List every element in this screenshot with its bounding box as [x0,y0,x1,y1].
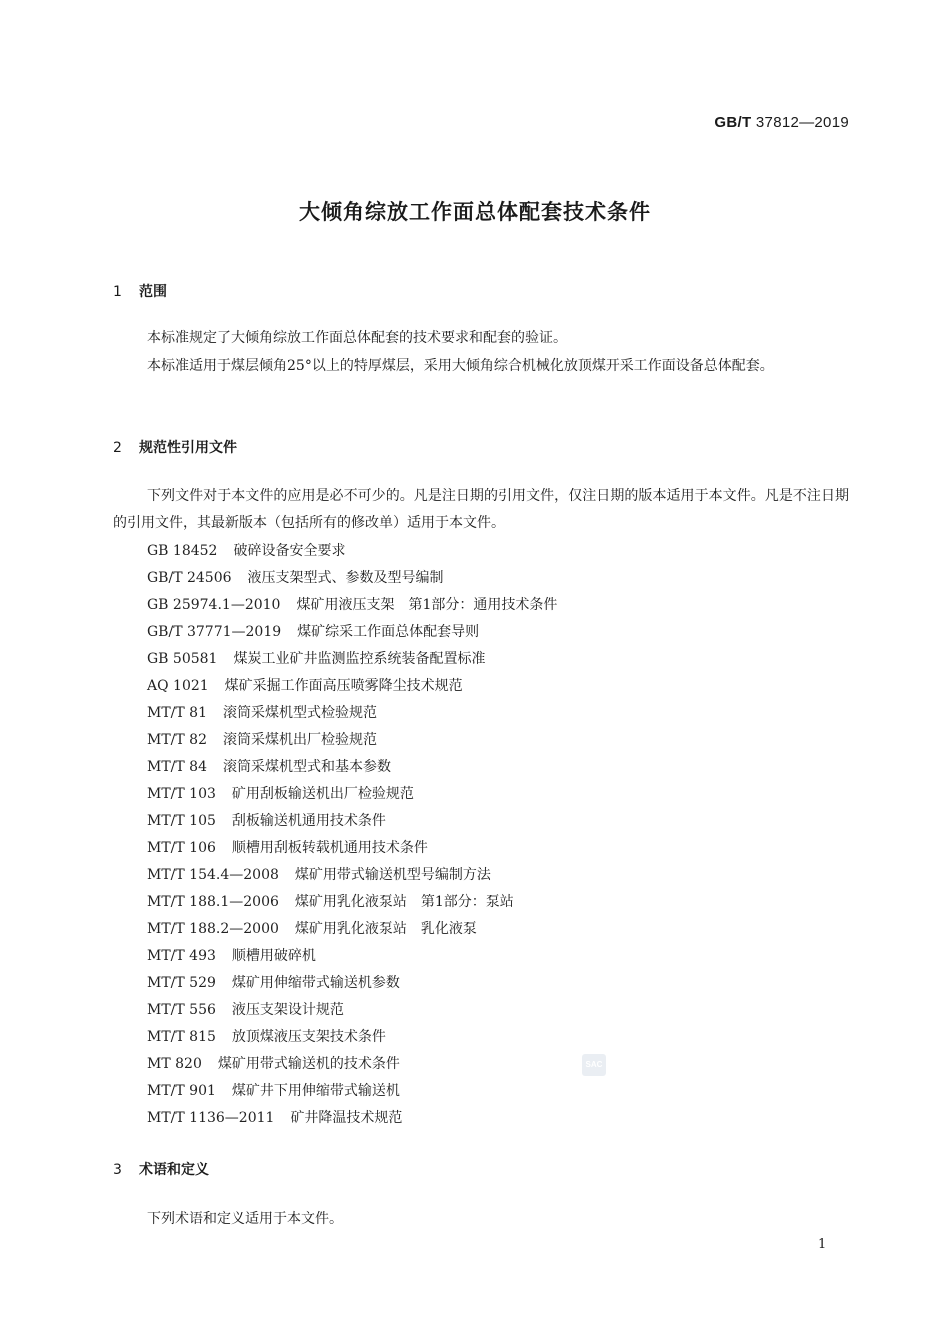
reference-item [147,997,557,1024]
reference-name: 矿井降温技术规范 [290,1110,403,1126]
reference-code: MT/T 188.1—2006 [147,894,279,910]
reference-code: MT/T 154.4—2008 [147,867,279,883]
reference-name: 煤矿用带式输送机型号编制方法 [294,867,491,883]
reference-name: 煤矿用带式输送机的技术条件 [217,1056,400,1072]
reference-name: 滚筒采煤机型式和基本参数 [223,759,391,775]
reference-item [147,889,557,916]
reference-code: MT/T 105 [147,813,216,829]
reference-code: GB/T 24506 [147,570,232,586]
reference-list [147,538,557,1132]
section-number: 3 [113,1162,122,1178]
reference-code: MT/T 1136—2011 [147,1110,275,1126]
reference-name: 液压支架型式、参数及型号编制 [247,570,444,586]
paragraph: 下列术语和定义适用于本文件。 [147,1211,343,1227]
reference-name: 液压支架设计规范 [231,1002,344,1018]
reference-code: MT/T 529 [147,975,216,991]
section-title: 范围 [139,284,167,300]
reference-name: 放顶煤液压支架技术条件 [231,1029,386,1045]
reference-code: MT/T 81 [147,705,207,721]
reference-name: 煤矿采掘工作面高压喷雾降尘技术规范 [224,678,463,694]
reference-item [147,673,557,700]
reference-code: MT/T 901 [147,1083,216,1099]
reference-name: 煤矿井下用伸缩带式输送机 [231,1083,400,1099]
reference-item [147,781,557,808]
reference-item [147,619,557,646]
reference-name: 破碎设备安全要求 [233,543,346,559]
paragraph: 本标准规定了大倾角综放工作面总体配套的技术要求和配套的验证。 [147,330,567,346]
reference-code: GB/T 37771—2019 [147,624,282,640]
reference-code: GB 50581 [147,651,218,667]
reference-item [147,970,557,997]
reference-code: GB 18452 [147,543,218,559]
reference-item [147,700,557,727]
reference-item [147,808,557,835]
section-number: 1 [113,284,122,300]
document-title: 大倾角综放工作面总体配套技术条件 [299,200,651,224]
section-heading-scope [113,281,167,301]
reference-name: 煤炭工业矿井监测监控系统装备配置标准 [233,651,486,667]
reference-name: 煤矿用乳化液泵站 第1部分：泵站 [294,894,514,910]
reference-name: 刮板输送机通用技术条件 [231,813,386,829]
reference-item [147,592,557,619]
reference-item [147,943,557,970]
section-number: 2 [113,440,122,456]
page-number: 1 [818,1237,827,1252]
reference-item [147,1024,557,1051]
reference-name: 煤矿用乳化液泵站 乳化液泵 [294,921,477,937]
reference-item [147,646,557,673]
reference-code: MT/T 103 [147,786,216,802]
reference-item [147,862,557,889]
reference-name: 煤矿综采工作面总体配套导则 [297,624,480,640]
standard-prefix: GB/T [714,114,752,131]
reference-item [147,727,557,754]
reference-code: MT/T 556 [147,1002,216,1018]
reference-item [147,1051,557,1078]
reference-item [147,565,557,592]
reference-code: MT/T 188.2—2000 [147,921,279,937]
section-heading-normative-references [113,437,237,457]
reference-code: MT/T 815 [147,1029,216,1045]
reference-code: AQ 1021 [147,678,209,694]
section-title: 术语和定义 [139,1162,209,1178]
reference-item [147,1105,557,1132]
reference-code: GB 25974.1—2010 [147,597,281,613]
reference-code: MT/T 82 [147,732,207,748]
reference-code: MT/T 106 [147,840,216,856]
sac-watermark-icon: SAC [582,1054,606,1076]
reference-name: 矿用刮板输送机出厂检验规范 [231,786,414,802]
paragraph: 本标准适用于煤层倾角25°以上的特厚煤层，采用大倾角综合机械化放顶煤开采工作面设备总体配套。 [147,358,774,374]
reference-item [147,916,557,943]
standard-number: 37812—2019 [755,114,849,131]
reference-name: 滚筒采煤机出厂检验规范 [223,732,377,748]
reference-name: 顺槽用刮板转载机通用技术条件 [231,840,428,856]
reference-name: 顺槽用破碎机 [231,948,316,964]
reference-item [147,835,557,862]
reference-code: MT/T 493 [147,948,216,964]
reference-item [147,754,557,781]
reference-code: MT 820 [147,1056,202,1072]
paragraph: 下列文件对于本文件的应用是必不可少的。凡是注日期的引用文件，仅注日期的版本适用于本文件。凡是不注日期的引用文件，其最新版本（包括所有的修改单）适用于本文件。 [113,488,849,531]
standard-code [714,114,849,131]
reference-code: MT/T 84 [147,759,207,775]
reference-item [147,538,557,565]
section-title: 规范性引用文件 [139,440,237,456]
reference-name: 煤矿用液压支架 第1部分：通用技术条件 [296,597,558,613]
section-heading-terms-definitions [113,1159,209,1179]
reference-name: 煤矿用伸缩带式输送机参数 [231,975,400,991]
reference-item [147,1078,557,1105]
reference-name: 滚筒采煤机型式检验规范 [223,705,377,721]
